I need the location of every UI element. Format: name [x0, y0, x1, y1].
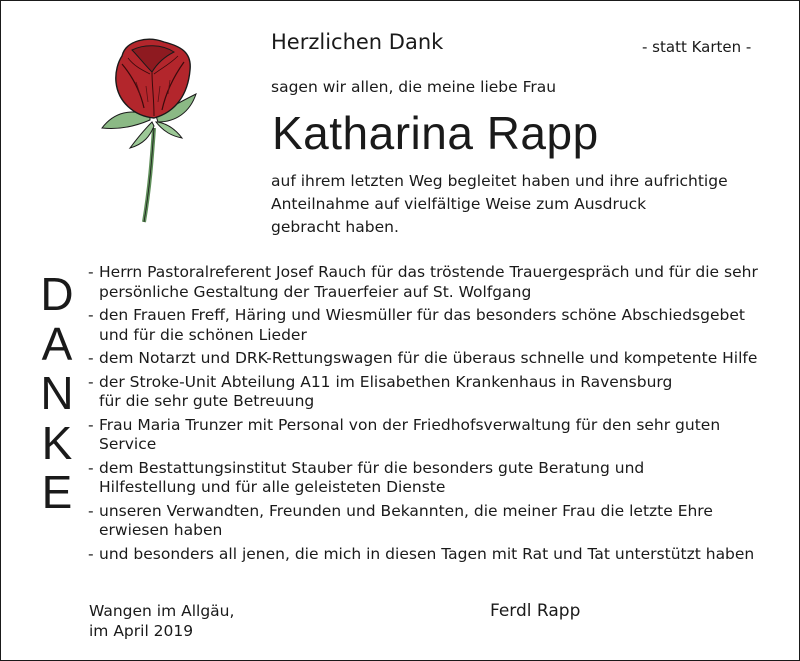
list-item-line: und besonders all jenen, die mich in diesen Tagen mit Rat und Tat unterstützt haben — [99, 544, 755, 563]
list-item: - unseren Verwandten, Freunden und Bekannten, die meiner Frau die letzte Ehre erwiesen haben — [88, 502, 778, 541]
list-item-line: erwiesen haben — [99, 521, 223, 539]
list-item-line: der Stroke-Unit Abteilung A11 im Elisabethen Krankenhaus in Ravensburg — [99, 372, 673, 391]
intro-text-line: auf ihrem letzten Weg begleitet haben und ihre aufrichtige — [271, 172, 728, 190]
danke-letter: D — [40, 268, 74, 320]
list-item-line: für die sehr gute Betreuung — [99, 392, 315, 410]
place: Wangen im Allgäu, — [89, 602, 235, 620]
list-item: - den Frauen Freff, Häring und Wiesmüller für das besonders schöne Abschiedsgebet und für die schönen Lieder — [88, 306, 778, 345]
intro-text-line: gebracht haben. — [271, 218, 399, 236]
list-item-line: Service — [99, 435, 157, 453]
signature: Ferdl Rapp — [490, 601, 581, 621]
thanks-list — [88, 263, 778, 564]
list-item-line: Herrn Pastoralreferent Josef Rauch für das tröstende Trauergespräch und für die sehr — [99, 263, 758, 281]
list-item-line: dem Notarzt und DRK-Rettungswagen für die überaus schnelle und kompetente Hilfe — [99, 349, 758, 367]
list-item: - Herrn Pastoralreferent Josef Rauch für das tröstende Trauergespräch und für die sehr persönliche Gestaltung der Trauerfeier auf St. Wolfgang — [88, 263, 778, 302]
danke-letter: A — [41, 317, 73, 370]
list-item-line: und für die schönen Lieder — [99, 325, 307, 344]
list-item-line: unseren Verwandten, Freunden und Bekannten, die meiner Frau die letzte Ehre — [99, 501, 713, 520]
list-item: - dem Bestattungsinstitut Stauber für die besonders gute Beratung und Hilfestellung und für alle geleisteten Dienste — [88, 459, 778, 498]
list-item-line: Hilfestellung und für alle geleisteten Dienste — [99, 478, 446, 496]
intro-line: sagen wir allen, die meine liebe Frau — [271, 78, 557, 96]
list-item: - dem Notarzt und DRK-Rettungswagen für die überaus schnelle und kompetente Hilfe — [88, 349, 778, 369]
list-item-line: den Frauen Freff, Häring und Wiesmüller für das besonders schöne Abschiedsgebet — [99, 306, 745, 324]
list-item-line: dem Bestattungsinstitut Stauber für die besonders gute Beratung und — [99, 458, 645, 477]
danke-letter: N — [40, 367, 74, 419]
list-item: - der Stroke-Unit Abteilung A11 im Elisabethen Krankenhaus in Ravensburg für die sehr gute Betreuung — [88, 373, 778, 412]
danke-letter: K — [41, 416, 73, 469]
list-item: - Frau Maria Trunzer mit Personal von der Friedhofsverwaltung für den sehr guten Service — [88, 416, 778, 455]
list-item-line: persönliche Gestaltung der Trauerfeier auf St. Wolfgang — [99, 282, 532, 301]
date: im April 2019 — [89, 622, 194, 640]
danke-vertical-word — [37, 270, 77, 518]
red-rose-icon — [92, 36, 212, 226]
page-title: Herzlichen Dank — [271, 30, 444, 54]
place-and-date — [89, 601, 234, 641]
intro-text-line: Anteilnahme auf vielfältige Weise zum Ausdruck — [271, 195, 647, 213]
statt-karten-note: - statt Karten - — [642, 38, 752, 56]
list-item: - und besonders all jenen, die mich in diesen Tagen mit Rat und Tat unterstützt haben — [88, 545, 778, 565]
danke-letter: E — [41, 466, 73, 518]
deceased-name: Katharina Rapp — [272, 107, 599, 159]
list-item-line: Frau Maria Trunzer mit Personal von der Friedhofsverwaltung für den sehr guten — [99, 415, 721, 434]
intro-text — [271, 170, 741, 239]
